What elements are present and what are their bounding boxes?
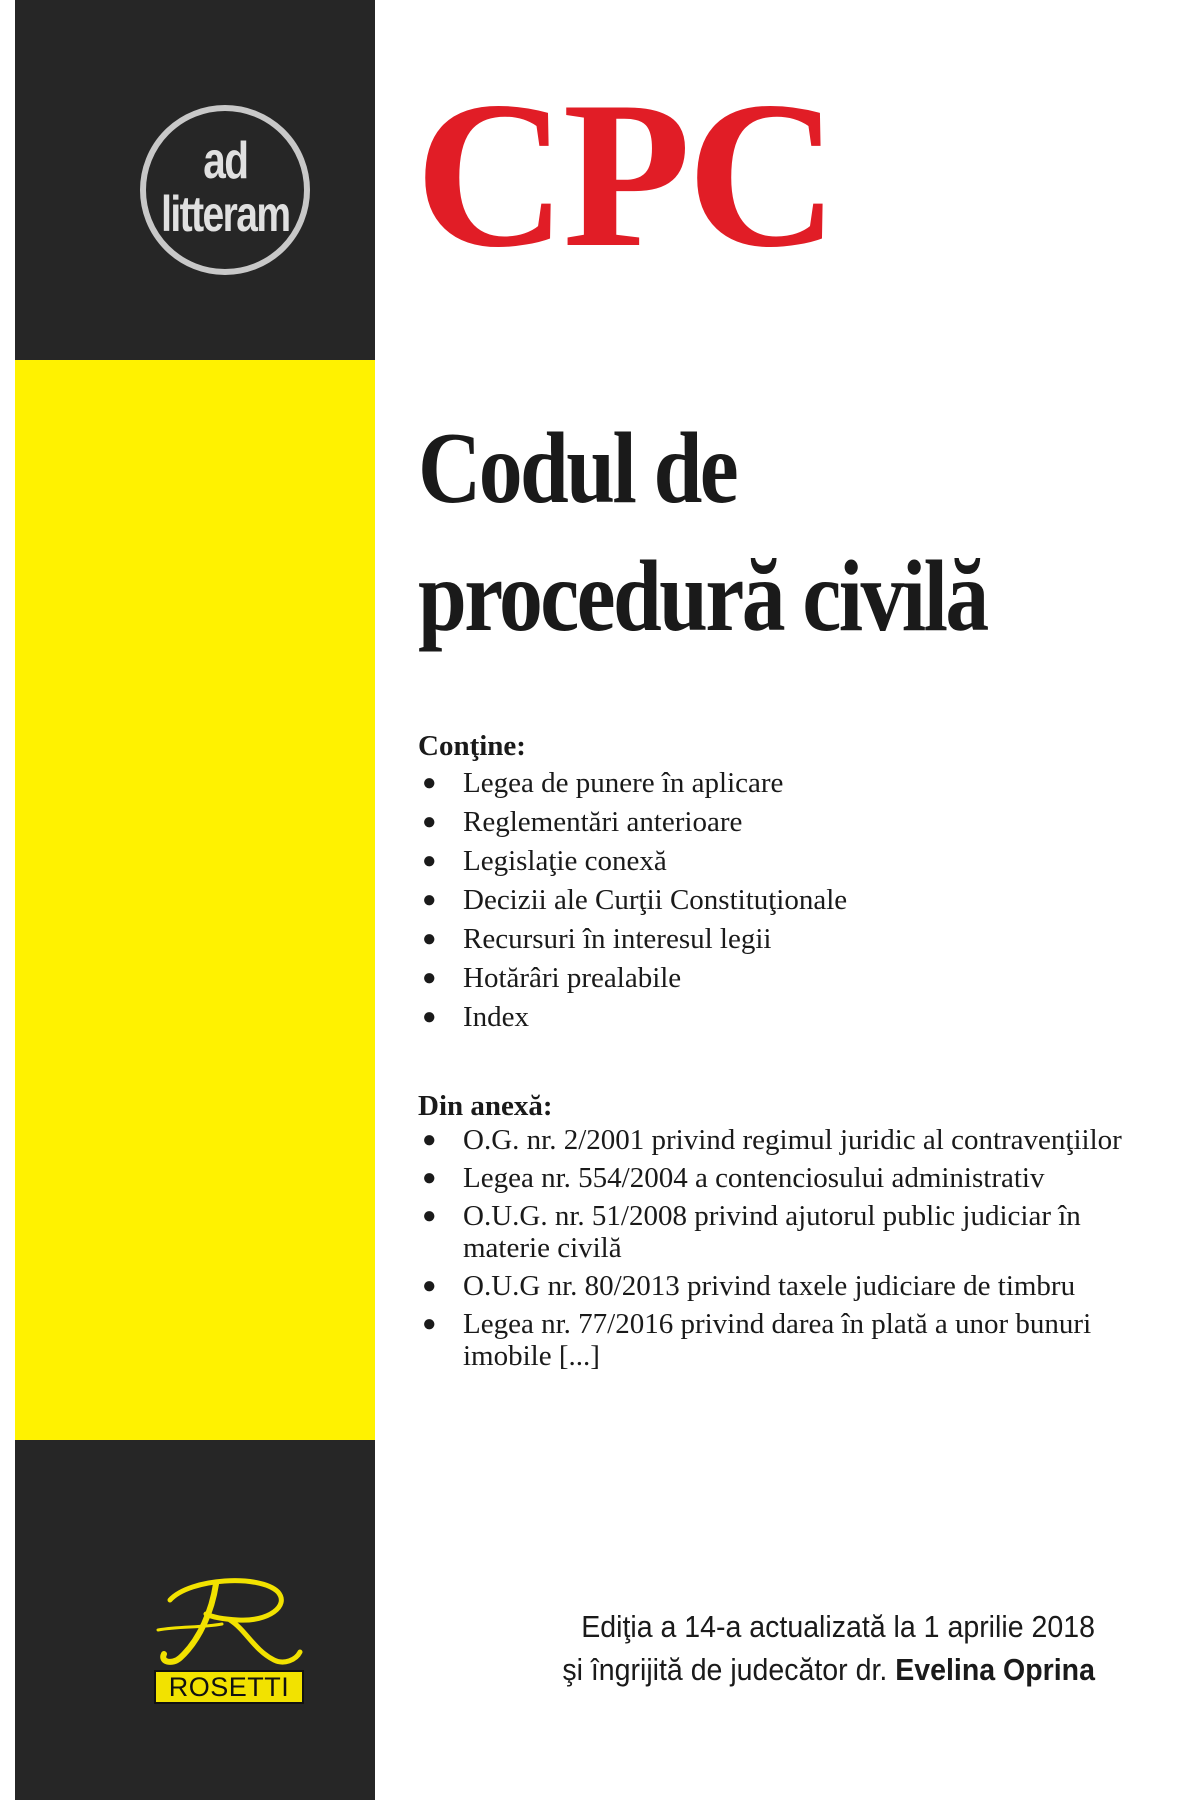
list-item-text: O.U.G nr. 80/2013 privind taxele judiciare de timbru: [463, 1270, 1076, 1302]
edition-info: [562, 1605, 1095, 1691]
annex-heading: Din anexă:: [418, 1090, 553, 1122]
title-abbreviation: CPC: [415, 59, 835, 291]
list-item-text: Reglementări anterioare: [463, 806, 743, 838]
bullet-icon: ●: [422, 1165, 437, 1191]
list-item: [418, 764, 1138, 803]
bullet-icon: ●: [422, 1203, 437, 1229]
edition-line-1: Ediţia a 14-a actualizată la 1 aprilie 2018: [581, 1609, 1095, 1644]
list-item: [418, 881, 1138, 920]
bullet-icon: ●: [422, 965, 437, 991]
book-title-line-1: Codul de: [418, 412, 737, 525]
list-item: [418, 1124, 1138, 1156]
contents-section: [418, 728, 1138, 1037]
list-item-text: O.G. nr. 2/2001 privind regimul juridic al contravenţiilor: [463, 1124, 1122, 1156]
list-item: [418, 959, 1138, 998]
editor-name: Evelina Oprina: [895, 1652, 1095, 1687]
list-item: [418, 1162, 1138, 1194]
spine-yellow-band: [15, 360, 375, 1440]
bullet-icon: ●: [422, 809, 437, 835]
list-item: [418, 998, 1138, 1037]
contents-list: [418, 764, 1138, 1037]
logo-line-2: litteram: [160, 186, 290, 242]
list-item: [418, 803, 1138, 842]
annex-section: [418, 1088, 1138, 1378]
bullet-icon: ●: [422, 1311, 437, 1337]
list-item-text: O.U.G. nr. 51/2008 privind ajutorul public judiciar în materie civilă: [463, 1200, 1081, 1264]
logo-line-1: ad: [202, 132, 248, 190]
ad-litteram-logo: [140, 105, 310, 275]
book-title: [418, 405, 1037, 661]
r-monogram-icon: [150, 1570, 305, 1670]
list-item-text: Recursuri în interesul legii: [463, 923, 772, 955]
list-item: [418, 1308, 1138, 1372]
list-item-text: Hotărâri prealabile: [463, 962, 682, 994]
list-item: [418, 842, 1138, 881]
bullet-icon: ●: [422, 887, 437, 913]
list-item-text: Decizii ale Curţii Constituţionale: [463, 884, 848, 916]
publisher-name: ROSETTI: [154, 1670, 304, 1704]
editor-prefix: şi îngrijită de judecător dr.: [562, 1652, 896, 1687]
list-item-text: Index: [463, 1001, 530, 1033]
list-item: [418, 920, 1138, 959]
book-title-line-2: procedură civilă: [418, 540, 987, 653]
bullet-icon: ●: [422, 1273, 437, 1299]
list-item: [418, 1270, 1138, 1302]
rosetti-publisher-logo: [150, 1570, 305, 1705]
bullet-icon: ●: [422, 848, 437, 874]
edition-line-2: [562, 1648, 1095, 1691]
list-item-text: Legea nr. 554/2004 a contenciosului administrativ: [463, 1162, 1045, 1194]
bullet-icon: ●: [422, 770, 437, 796]
contents-heading: Conţine:: [418, 730, 526, 762]
list-item-text: Legea nr. 77/2016 privind darea în plată a unor bunuri imobile [...]: [463, 1308, 1092, 1372]
bullet-icon: ●: [422, 926, 437, 952]
list-item-text: Legea de punere în aplicare: [463, 767, 784, 799]
bullet-icon: ●: [422, 1004, 437, 1030]
bullet-icon: ●: [422, 1127, 437, 1153]
annex-list: [418, 1124, 1138, 1372]
list-item-text: Legislaţie conexă: [463, 845, 667, 877]
list-item: [418, 1200, 1138, 1264]
